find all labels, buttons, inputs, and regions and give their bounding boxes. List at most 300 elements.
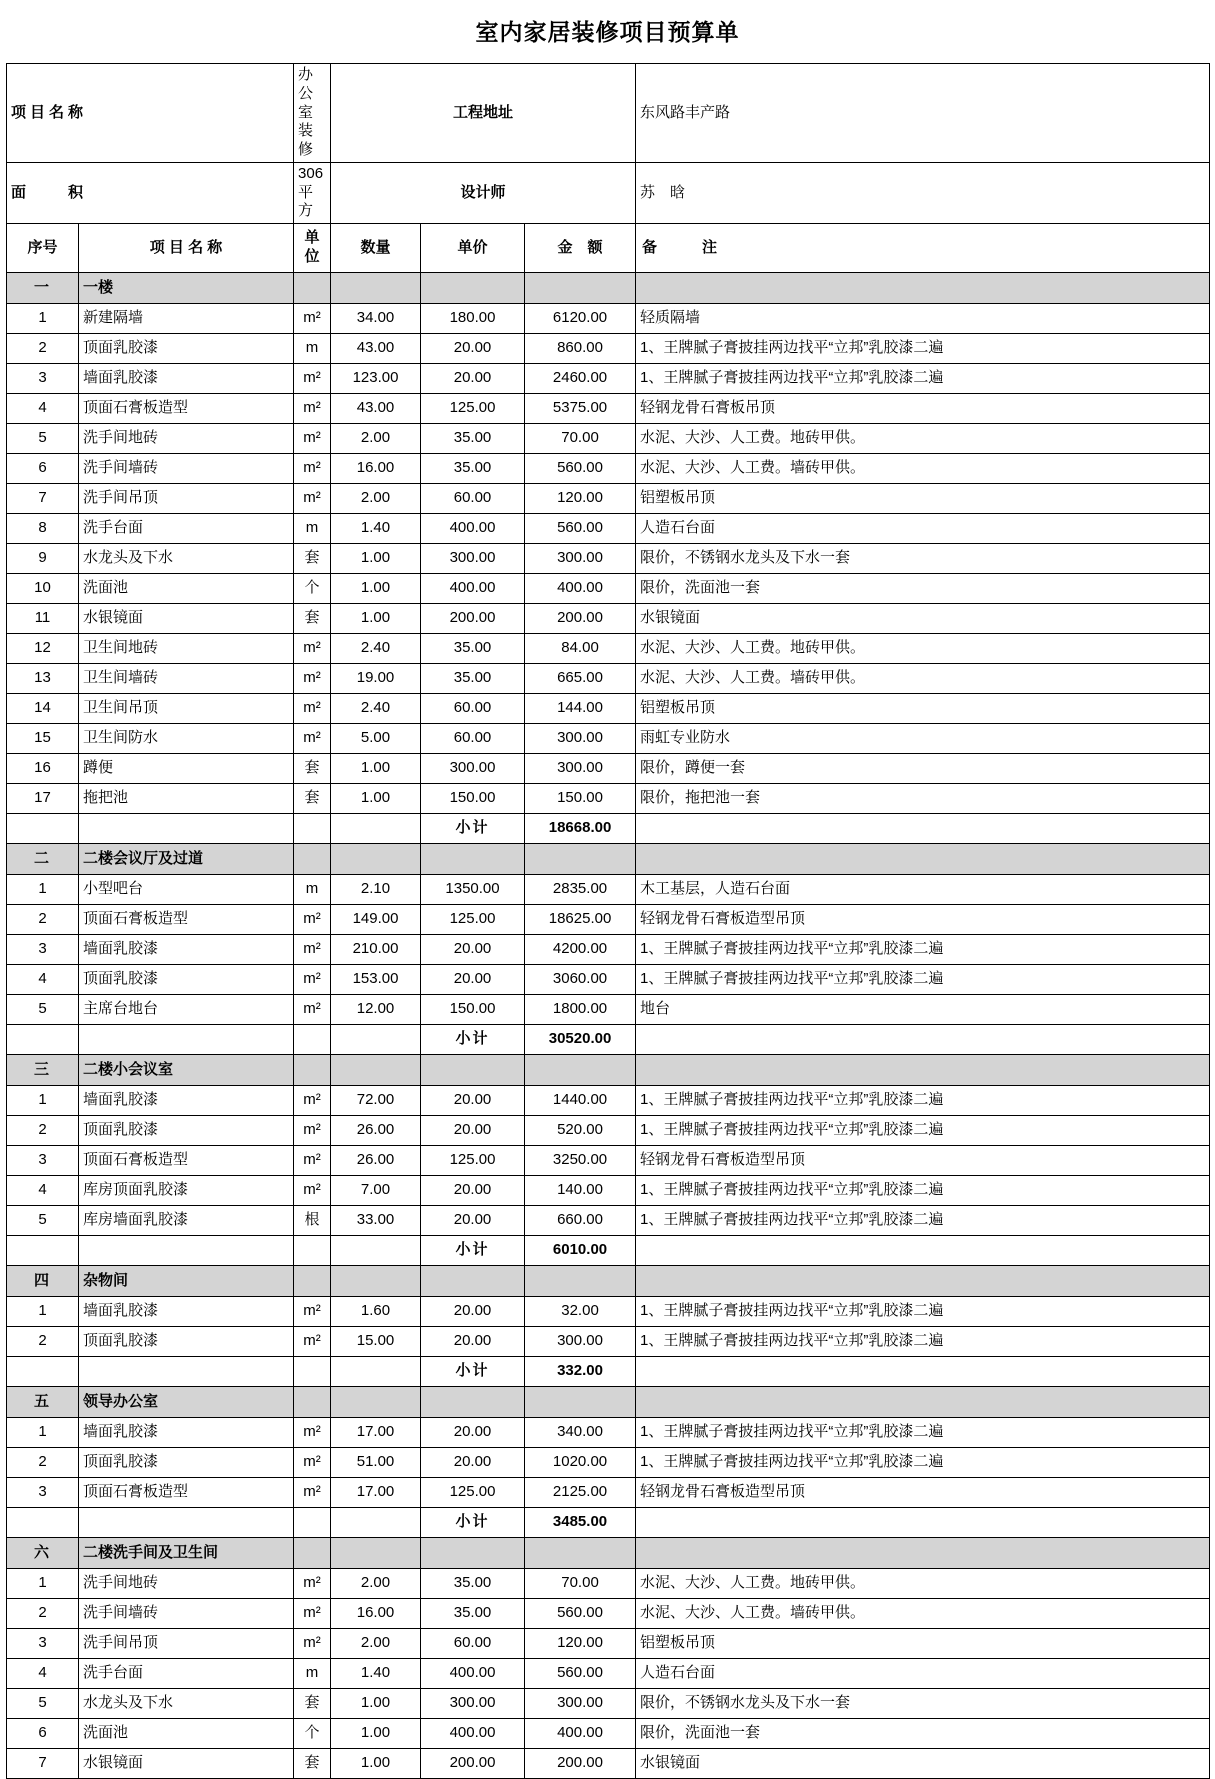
section-name: 一楼 — [79, 273, 294, 304]
subtotal-blank — [331, 1508, 421, 1538]
subtotal-blank — [79, 1025, 294, 1055]
row-amount: 400.00 — [525, 574, 636, 604]
subtotal-blank — [7, 1236, 79, 1266]
row-unit-price: 400.00 — [421, 1659, 525, 1689]
row-note: 水泥、大沙、人工费。地砖甲供。 — [636, 1569, 1210, 1599]
subtotal-row — [7, 1357, 1210, 1387]
row-note: 1、王牌腻子膏披挂两边找平“立邦”乳胶漆二遍 — [636, 1297, 1210, 1327]
row-item-name: 洗手间墙砖 — [79, 454, 294, 484]
row-no: 1 — [7, 1086, 79, 1116]
row-item-name: 顶面石膏板造型 — [79, 394, 294, 424]
budget-table — [6, 63, 1210, 1779]
table-row — [7, 754, 1210, 784]
section-name: 领导办公室 — [79, 1387, 294, 1418]
table-row — [7, 784, 1210, 814]
section-blank-cell — [421, 844, 525, 875]
row-amount: 400.00 — [525, 1719, 636, 1749]
row-item-name: 新建隔墙 — [79, 304, 294, 334]
row-amount: 2125.00 — [525, 1478, 636, 1508]
row-unit: m² — [294, 1086, 331, 1116]
table-row — [7, 905, 1210, 935]
row-no: 7 — [7, 1749, 79, 1779]
row-amount: 1440.00 — [525, 1086, 636, 1116]
row-item-name: 墙面乳胶漆 — [79, 935, 294, 965]
row-quantity: 1.40 — [331, 514, 421, 544]
row-amount: 520.00 — [525, 1116, 636, 1146]
section-blank-cell — [331, 1538, 421, 1569]
row-no: 4 — [7, 1176, 79, 1206]
row-note: 水泥、大沙、人工费。墙砖甲供。 — [636, 1599, 1210, 1629]
subtotal-value: 332.00 — [525, 1357, 636, 1387]
subtotal-blank — [331, 1025, 421, 1055]
section-blank-cell — [331, 273, 421, 304]
table-row — [7, 875, 1210, 905]
table-row — [7, 484, 1210, 514]
row-amount: 120.00 — [525, 1629, 636, 1659]
col-header-note: 备 注 — [636, 224, 1210, 273]
row-amount: 665.00 — [525, 664, 636, 694]
row-note: 轻钢龙骨石膏板造型吊顶 — [636, 1478, 1210, 1508]
table-row — [7, 995, 1210, 1025]
row-note: 地台 — [636, 995, 1210, 1025]
row-quantity: 153.00 — [331, 965, 421, 995]
table-row — [7, 1418, 1210, 1448]
page-title: 室内家居装修项目预算单 — [475, 19, 740, 45]
row-quantity: 1.00 — [331, 784, 421, 814]
row-unit: m² — [294, 724, 331, 754]
section-header-row — [7, 1538, 1210, 1569]
row-item-name: 水龙头及下水 — [79, 1689, 294, 1719]
subtotal-blank — [294, 1236, 331, 1266]
row-item-name: 水银镜面 — [79, 1749, 294, 1779]
row-quantity: 1.00 — [331, 1689, 421, 1719]
section-blank-cell — [294, 1387, 331, 1418]
row-unit: m² — [294, 1448, 331, 1478]
table-row — [7, 1146, 1210, 1176]
row-unit-price: 35.00 — [421, 1599, 525, 1629]
row-item-name: 库房墙面乳胶漆 — [79, 1206, 294, 1236]
row-note: 1、王牌腻子膏披挂两边找平“立邦”乳胶漆二遍 — [636, 965, 1210, 995]
table-row — [7, 544, 1210, 574]
row-no: 14 — [7, 694, 79, 724]
section-blank-cell — [294, 1266, 331, 1297]
row-amount: 4200.00 — [525, 935, 636, 965]
row-quantity: 15.00 — [331, 1327, 421, 1357]
row-unit-price: 35.00 — [421, 454, 525, 484]
row-amount: 200.00 — [525, 1749, 636, 1779]
row-no: 5 — [7, 424, 79, 454]
row-item-name: 顶面石膏板造型 — [79, 905, 294, 935]
row-item-name: 卫生间防水 — [79, 724, 294, 754]
row-quantity: 1.00 — [331, 604, 421, 634]
row-amount: 660.00 — [525, 1206, 636, 1236]
row-note: 1、王牌腻子膏披挂两边找平“立邦”乳胶漆二遍 — [636, 1448, 1210, 1478]
section-header-row — [7, 273, 1210, 304]
row-unit-price: 60.00 — [421, 1629, 525, 1659]
table-row — [7, 935, 1210, 965]
subtotal-blank — [294, 1025, 331, 1055]
section-blank-cell — [525, 1055, 636, 1086]
col-header-qty: 数量 — [331, 224, 421, 273]
row-amount: 120.00 — [525, 484, 636, 514]
row-quantity: 2.40 — [331, 694, 421, 724]
row-no: 5 — [7, 995, 79, 1025]
subtotal-label: 小计 — [421, 814, 525, 844]
subtotal-label: 小计 — [421, 1025, 525, 1055]
row-item-name: 洗手间吊顶 — [79, 1629, 294, 1659]
section-blank-cell — [636, 1266, 1210, 1297]
row-unit: m² — [294, 1418, 331, 1448]
row-item-name: 洗手间吊顶 — [79, 484, 294, 514]
section-no: 四 — [7, 1266, 79, 1297]
subtotal-value: 6010.00 — [525, 1236, 636, 1266]
row-unit: m² — [294, 1327, 331, 1357]
row-item-name: 顶面乳胶漆 — [79, 1116, 294, 1146]
row-unit: m² — [294, 995, 331, 1025]
section-blank-cell — [525, 1266, 636, 1297]
row-no: 17 — [7, 784, 79, 814]
row-note: 轻钢龙骨石膏板吊顶 — [636, 394, 1210, 424]
row-unit-price: 20.00 — [421, 1448, 525, 1478]
row-quantity: 149.00 — [331, 905, 421, 935]
row-item-name: 洗手台面 — [79, 1659, 294, 1689]
row-quantity: 2.00 — [331, 424, 421, 454]
subtotal-row — [7, 1236, 1210, 1266]
row-item-name: 墙面乳胶漆 — [79, 364, 294, 394]
row-no: 2 — [7, 1327, 79, 1357]
section-blank-cell — [636, 844, 1210, 875]
section-blank-cell — [294, 1055, 331, 1086]
address-label: 工程地址 — [331, 64, 636, 163]
row-no: 4 — [7, 965, 79, 995]
subtotal-value: 18668.00 — [525, 814, 636, 844]
row-quantity: 7.00 — [331, 1176, 421, 1206]
row-note: 1、王牌腻子膏披挂两边找平“立邦”乳胶漆二遍 — [636, 334, 1210, 364]
row-item-name: 洗面池 — [79, 574, 294, 604]
row-no: 7 — [7, 484, 79, 514]
row-item-name: 卫生间吊顶 — [79, 694, 294, 724]
table-row — [7, 1086, 1210, 1116]
section-blank-cell — [421, 1055, 525, 1086]
row-quantity: 1.00 — [331, 754, 421, 784]
row-item-name: 顶面乳胶漆 — [79, 1327, 294, 1357]
row-item-name: 顶面石膏板造型 — [79, 1478, 294, 1508]
row-no: 4 — [7, 1659, 79, 1689]
row-amount: 3060.00 — [525, 965, 636, 995]
subtotal-label: 小计 — [421, 1357, 525, 1387]
table-row — [7, 574, 1210, 604]
row-item-name: 洗面池 — [79, 1719, 294, 1749]
row-unit: m² — [294, 664, 331, 694]
row-unit: m² — [294, 1297, 331, 1327]
row-unit: m² — [294, 634, 331, 664]
subtotal-blank — [294, 1357, 331, 1387]
row-no: 6 — [7, 1719, 79, 1749]
subtotal-blank — [79, 814, 294, 844]
info-row-area — [7, 162, 1210, 223]
row-note: 轻钢龙骨石膏板造型吊顶 — [636, 905, 1210, 935]
table-row — [7, 1659, 1210, 1689]
row-note: 雨虹专业防水 — [636, 724, 1210, 754]
subtotal-label: 小计 — [421, 1236, 525, 1266]
subtotal-blank — [636, 1508, 1210, 1538]
row-unit: m — [294, 334, 331, 364]
row-quantity: 2.00 — [331, 484, 421, 514]
row-no: 10 — [7, 574, 79, 604]
row-unit: 套 — [294, 784, 331, 814]
table-row — [7, 424, 1210, 454]
row-unit: 根 — [294, 1206, 331, 1236]
table-header-row — [7, 224, 1210, 273]
subtotal-value: 3485.00 — [525, 1508, 636, 1538]
row-unit-price: 35.00 — [421, 424, 525, 454]
row-no: 3 — [7, 935, 79, 965]
row-amount: 1800.00 — [525, 995, 636, 1025]
row-no: 8 — [7, 514, 79, 544]
row-amount: 300.00 — [525, 1327, 636, 1357]
info-row-project — [7, 64, 1210, 163]
row-amount: 5375.00 — [525, 394, 636, 424]
row-note: 轻质隔墙 — [636, 304, 1210, 334]
row-item-name: 顶面乳胶漆 — [79, 965, 294, 995]
row-unit-price: 400.00 — [421, 574, 525, 604]
row-quantity: 43.00 — [331, 394, 421, 424]
row-amount: 70.00 — [525, 424, 636, 454]
row-item-name: 顶面石膏板造型 — [79, 1146, 294, 1176]
section-blank-cell — [331, 1055, 421, 1086]
row-unit: m² — [294, 905, 331, 935]
row-item-name: 蹲便 — [79, 754, 294, 784]
row-quantity: 2.40 — [331, 634, 421, 664]
row-quantity: 1.00 — [331, 1719, 421, 1749]
row-unit-price: 200.00 — [421, 1749, 525, 1779]
table-row — [7, 304, 1210, 334]
row-amount: 1020.00 — [525, 1448, 636, 1478]
row-unit-price: 300.00 — [421, 1689, 525, 1719]
row-unit-price: 35.00 — [421, 1569, 525, 1599]
designer-value: 苏 晗 — [636, 162, 1210, 223]
row-unit-price: 20.00 — [421, 1206, 525, 1236]
row-amount: 200.00 — [525, 604, 636, 634]
row-quantity: 33.00 — [331, 1206, 421, 1236]
section-blank-cell — [331, 1266, 421, 1297]
section-blank-cell — [421, 1266, 525, 1297]
section-no: 一 — [7, 273, 79, 304]
section-blank-cell — [294, 1538, 331, 1569]
row-item-name: 墙面乳胶漆 — [79, 1297, 294, 1327]
subtotal-blank — [294, 1508, 331, 1538]
row-unit: m² — [294, 304, 331, 334]
section-blank-cell — [421, 1387, 525, 1418]
row-quantity: 1.00 — [331, 574, 421, 604]
row-amount: 300.00 — [525, 724, 636, 754]
row-no: 2 — [7, 1599, 79, 1629]
table-row — [7, 1297, 1210, 1327]
subtotal-blank — [7, 1357, 79, 1387]
table-row — [7, 634, 1210, 664]
row-unit: m² — [294, 484, 331, 514]
row-amount: 300.00 — [525, 544, 636, 574]
row-item-name: 卫生间墙砖 — [79, 664, 294, 694]
row-quantity: 5.00 — [331, 724, 421, 754]
subtotal-blank — [79, 1236, 294, 1266]
row-amount: 84.00 — [525, 634, 636, 664]
section-blank-cell — [636, 273, 1210, 304]
table-row — [7, 1599, 1210, 1629]
row-unit: 套 — [294, 604, 331, 634]
row-amount: 2835.00 — [525, 875, 636, 905]
row-note: 限价，拖把池一套 — [636, 784, 1210, 814]
row-quantity: 26.00 — [331, 1116, 421, 1146]
row-unit: m² — [294, 1599, 331, 1629]
row-note: 1、王牌腻子膏披挂两边找平“立邦”乳胶漆二遍 — [636, 1116, 1210, 1146]
row-quantity: 123.00 — [331, 364, 421, 394]
row-no: 5 — [7, 1689, 79, 1719]
row-item-name: 洗手台面 — [79, 514, 294, 544]
row-unit: 套 — [294, 754, 331, 784]
subtotal-blank — [7, 1025, 79, 1055]
table-row — [7, 1206, 1210, 1236]
table-body — [7, 64, 1210, 1779]
row-note: 铝塑板吊顶 — [636, 1629, 1210, 1659]
section-blank-cell — [525, 844, 636, 875]
row-unit-price: 400.00 — [421, 514, 525, 544]
row-unit: 套 — [294, 1749, 331, 1779]
row-unit: m² — [294, 935, 331, 965]
row-no: 1 — [7, 1569, 79, 1599]
section-blank-cell — [294, 844, 331, 875]
table-row — [7, 1629, 1210, 1659]
row-quantity: 2.00 — [331, 1629, 421, 1659]
subtotal-blank — [636, 1357, 1210, 1387]
row-amount: 300.00 — [525, 754, 636, 784]
row-quantity: 17.00 — [331, 1418, 421, 1448]
subtotal-blank — [79, 1357, 294, 1387]
subtotal-blank — [7, 1508, 79, 1538]
row-unit-price: 150.00 — [421, 995, 525, 1025]
row-no: 9 — [7, 544, 79, 574]
row-quantity: 1.00 — [331, 544, 421, 574]
col-header-amount: 金 额 — [525, 224, 636, 273]
row-no: 1 — [7, 875, 79, 905]
row-unit-price: 20.00 — [421, 1116, 525, 1146]
row-item-name: 拖把池 — [79, 784, 294, 814]
row-quantity: 1.00 — [331, 1749, 421, 1779]
row-no: 16 — [7, 754, 79, 784]
area-value: 306平方 — [294, 162, 331, 223]
row-unit-price: 60.00 — [421, 724, 525, 754]
row-unit-price: 60.00 — [421, 694, 525, 724]
row-unit: m² — [294, 1176, 331, 1206]
row-item-name: 洗手间墙砖 — [79, 1599, 294, 1629]
row-no: 3 — [7, 1629, 79, 1659]
row-no: 3 — [7, 1146, 79, 1176]
row-quantity: 72.00 — [331, 1086, 421, 1116]
row-quantity: 19.00 — [331, 664, 421, 694]
row-no: 13 — [7, 664, 79, 694]
row-no: 2 — [7, 1448, 79, 1478]
table-row — [7, 1478, 1210, 1508]
row-unit-price: 125.00 — [421, 394, 525, 424]
subtotal-label: 小计 — [421, 1508, 525, 1538]
section-name: 杂物间 — [79, 1266, 294, 1297]
row-no: 3 — [7, 364, 79, 394]
row-item-name: 洗手间地砖 — [79, 1569, 294, 1599]
row-unit-price: 125.00 — [421, 905, 525, 935]
row-unit: m² — [294, 424, 331, 454]
row-no: 5 — [7, 1206, 79, 1236]
row-unit-price: 300.00 — [421, 544, 525, 574]
row-amount: 144.00 — [525, 694, 636, 724]
table-row — [7, 1327, 1210, 1357]
col-header-no: 序号 — [7, 224, 79, 273]
row-unit-price: 180.00 — [421, 304, 525, 334]
row-unit-price: 20.00 — [421, 1327, 525, 1357]
row-note: 人造石台面 — [636, 1659, 1210, 1689]
table-row — [7, 1569, 1210, 1599]
row-amount: 860.00 — [525, 334, 636, 364]
row-quantity: 210.00 — [331, 935, 421, 965]
subtotal-blank — [331, 1357, 421, 1387]
project-name-value: 办公室装修 — [294, 64, 331, 163]
row-unit: m — [294, 514, 331, 544]
row-unit: 套 — [294, 544, 331, 574]
row-item-name: 顶面乳胶漆 — [79, 1448, 294, 1478]
table-row — [7, 604, 1210, 634]
subtotal-row — [7, 1025, 1210, 1055]
table-row — [7, 394, 1210, 424]
section-header-row — [7, 1055, 1210, 1086]
section-blank-cell — [636, 1538, 1210, 1569]
section-blank-cell — [525, 1387, 636, 1418]
row-note: 水泥、大沙、人工费。墙砖甲供。 — [636, 664, 1210, 694]
table-row — [7, 1116, 1210, 1146]
row-item-name: 墙面乳胶漆 — [79, 1418, 294, 1448]
row-amount: 560.00 — [525, 514, 636, 544]
subtotal-blank — [294, 814, 331, 844]
row-unit-price: 125.00 — [421, 1478, 525, 1508]
row-quantity: 17.00 — [331, 1478, 421, 1508]
row-item-name: 卫生间地砖 — [79, 634, 294, 664]
row-amount: 340.00 — [525, 1418, 636, 1448]
row-amount: 300.00 — [525, 1689, 636, 1719]
subtotal-row — [7, 1508, 1210, 1538]
row-unit: m² — [294, 1478, 331, 1508]
table-row — [7, 454, 1210, 484]
col-header-price: 单价 — [421, 224, 525, 273]
row-quantity: 2.00 — [331, 1569, 421, 1599]
section-blank-cell — [525, 273, 636, 304]
row-note: 1、王牌腻子膏披挂两边找平“立邦”乳胶漆二遍 — [636, 1176, 1210, 1206]
row-amount: 560.00 — [525, 1599, 636, 1629]
row-item-name: 水银镜面 — [79, 604, 294, 634]
row-item-name: 主席台地台 — [79, 995, 294, 1025]
row-note: 1、王牌腻子膏披挂两边找平“立邦”乳胶漆二遍 — [636, 935, 1210, 965]
row-unit: m — [294, 1659, 331, 1689]
row-quantity: 43.00 — [331, 334, 421, 364]
row-unit-price: 20.00 — [421, 1297, 525, 1327]
row-quantity: 16.00 — [331, 1599, 421, 1629]
row-unit: m² — [294, 1629, 331, 1659]
row-quantity: 12.00 — [331, 995, 421, 1025]
row-note: 水银镜面 — [636, 1749, 1210, 1779]
row-amount: 6120.00 — [525, 304, 636, 334]
row-note: 限价，不锈钢水龙头及下水一套 — [636, 544, 1210, 574]
table-row — [7, 724, 1210, 754]
table-row — [7, 334, 1210, 364]
row-amount: 3250.00 — [525, 1146, 636, 1176]
row-no: 3 — [7, 1478, 79, 1508]
